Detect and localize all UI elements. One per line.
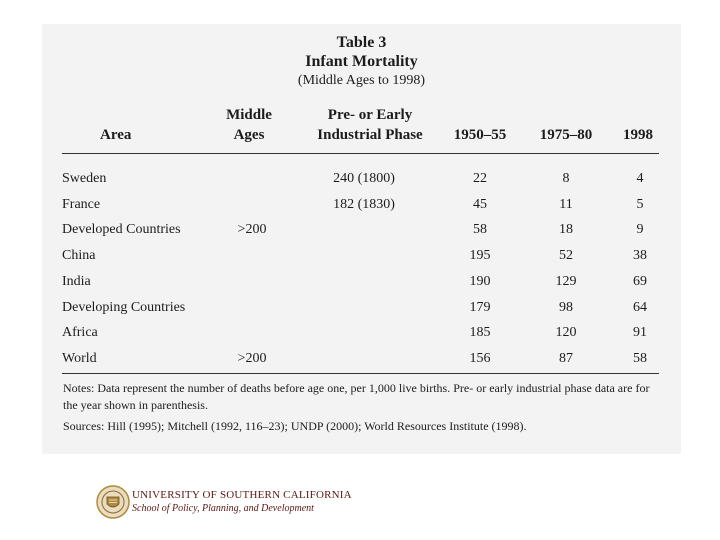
- header-pre-industrial: Pre- or Early Industrial Phase: [317, 107, 423, 143]
- cell-middle-ages: >200: [237, 222, 267, 238]
- cell-pre-industrial: 182 (1830): [333, 196, 395, 212]
- cell-1950-55: 22: [473, 171, 487, 186]
- cell-1998: 5: [636, 196, 644, 212]
- cell-1950-55: 185: [469, 325, 491, 341]
- cell-1950-55: 179: [469, 299, 491, 315]
- cell-1950-55: 190: [469, 273, 491, 289]
- cell-1975-80: 98: [559, 299, 573, 315]
- school-name: School of Policy, Planning, and Development: [132, 503, 314, 514]
- cell-area: China: [62, 248, 96, 264]
- header-rule: [62, 153, 659, 154]
- cell-1975-80: 8: [562, 171, 570, 186]
- cell-area: Sweden: [62, 171, 107, 186]
- cell-1975-80: 18: [559, 222, 573, 238]
- table-title: Infant Mortality: [305, 53, 418, 70]
- cell-middle-ages: >200: [237, 350, 267, 366]
- cell-area: Developing Countries: [62, 299, 186, 315]
- cell-1998: 9: [636, 222, 644, 238]
- cell-1998: 58: [633, 350, 647, 366]
- university-name: UNIVERSITY OF SOUTHERN CALIFORNIA: [132, 489, 352, 501]
- cell-area: World: [62, 350, 97, 366]
- cell-pre-industrial: 240 (1800): [333, 171, 395, 186]
- cell-area: France: [62, 196, 101, 212]
- table-caption: (Middle Ages to 1998): [297, 73, 426, 88]
- scanned-table-page: [42, 24, 681, 454]
- cell-1950-55: 58: [473, 222, 487, 238]
- table-sources: Sources: Hill (1995); Mitchell (1992, 116–23); UNDP (2000); World Resources Institute (1998).: [63, 419, 527, 433]
- header-1998: 1998: [623, 127, 653, 143]
- cell-1950-55: 156: [469, 350, 491, 366]
- footer-rule: [62, 373, 659, 374]
- header-middle-ages: Middle Ages: [226, 107, 272, 143]
- header-1950-55: 1950–55: [453, 127, 507, 143]
- cell-1975-80: 87: [559, 350, 573, 366]
- cell-1998: 38: [633, 248, 647, 264]
- university-footer: [96, 485, 396, 521]
- cell-1975-80: 120: [555, 325, 577, 341]
- cell-1998: 4: [636, 171, 644, 186]
- cell-area: Africa: [62, 325, 98, 341]
- cell-1998: 91: [633, 325, 647, 341]
- cell-area: Developed Countries: [62, 222, 181, 238]
- header-area: Area: [100, 127, 132, 143]
- table-number: Table 3: [336, 34, 387, 51]
- header-1975-80: 1975–80: [539, 127, 593, 143]
- cell-1975-80: 52: [559, 248, 573, 264]
- cell-1975-80: 129: [555, 273, 577, 289]
- cell-area: India: [62, 273, 91, 289]
- cell-1998: 69: [633, 273, 647, 289]
- cell-1998: 64: [633, 299, 647, 315]
- cell-1975-80: 11: [559, 196, 573, 212]
- table-notes: Notes: Data represent the number of deaths before age one, per 1,000 live births. Pre- or early industrial phase data are for the year shown in parenthesis.: [63, 381, 650, 412]
- cell-1950-55: 195: [469, 248, 491, 264]
- cell-1950-55: 45: [473, 196, 487, 212]
- usc-seal-icon: [96, 485, 130, 519]
